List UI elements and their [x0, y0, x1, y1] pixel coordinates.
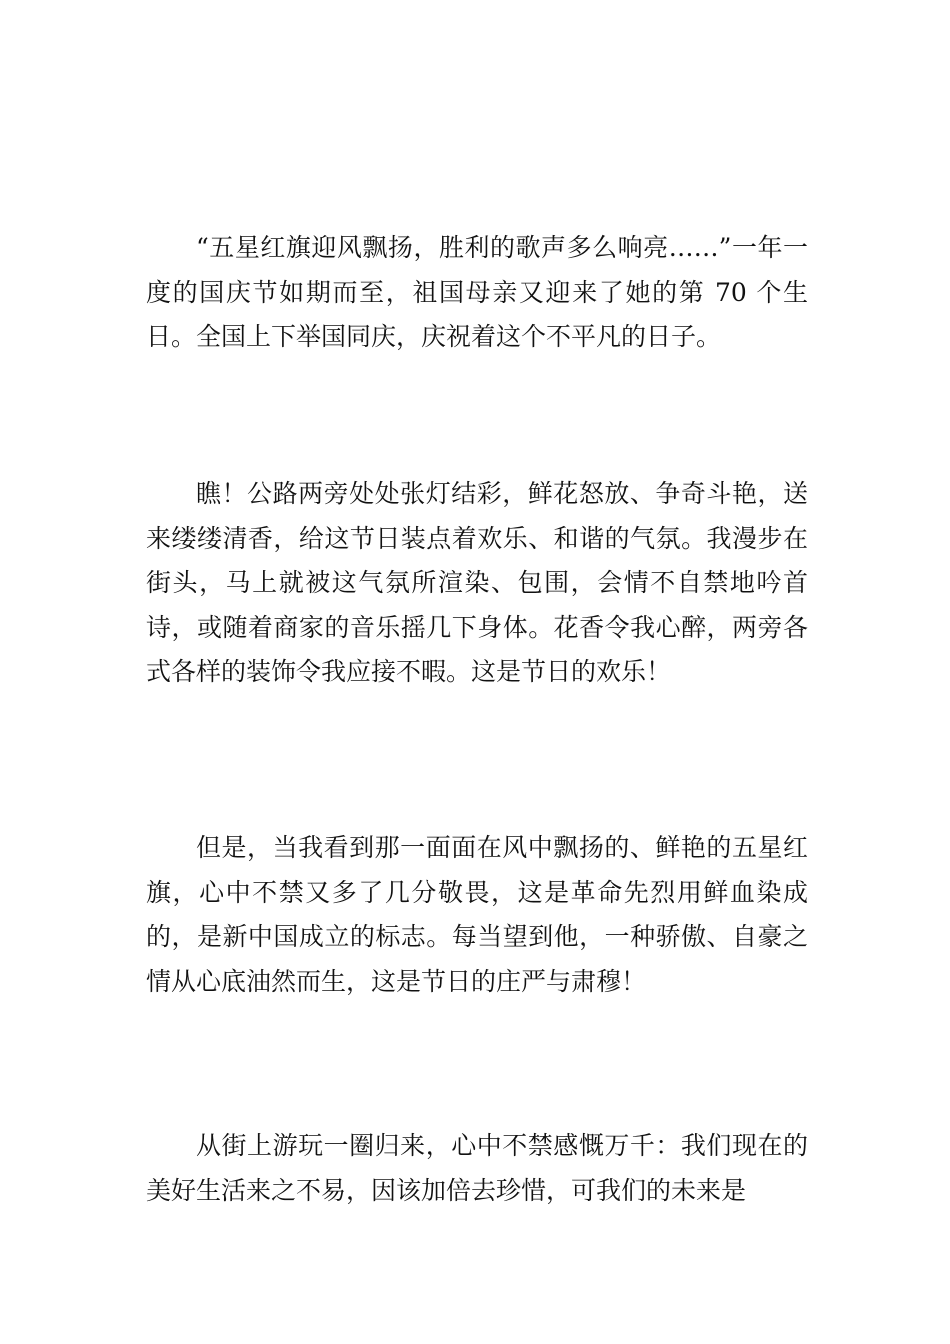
paragraph-4: 从街上游玩一圈归来，心中不禁感慨万千：我们现在的美好生活来之不易，因该加倍去珍惜，可我们的未来是	[146, 1131, 808, 1205]
paragraph-3: 但是，当我看到那一面面在风中飘扬的、鲜艳的五星红旗，心中不禁又多了几分敬畏，这是革命先烈用鲜血染成的，是新中国成立的标志。每当望到他，一种骄傲、自豪之情从心底油然而生，这是节日的庄严与肃穆！	[146, 833, 808, 996]
paragraph-1: “五星红旗迎风飘扬，胜利的歌声多么响亮……”一年一度的国庆节如期而至，祖国母亲又迎来了她的第 70 个生日。全国上下举国同庆，庆祝着这个不平凡的日子。	[146, 233, 808, 351]
paragraph-2: 瞧！公路两旁处处张灯结彩，鲜花怒放、争奇斗艳，送来缕缕清香，给这节日装点着欢乐、和谐的气氛。我漫步在街头，马上就被这气氛所渲染、包围，会情不自禁地吟首诗，或随着商家的音乐摇几下身体。花香令我心醉，两旁各式各样的装饰令我应接不暇。这是节日的欢乐！	[146, 479, 808, 686]
